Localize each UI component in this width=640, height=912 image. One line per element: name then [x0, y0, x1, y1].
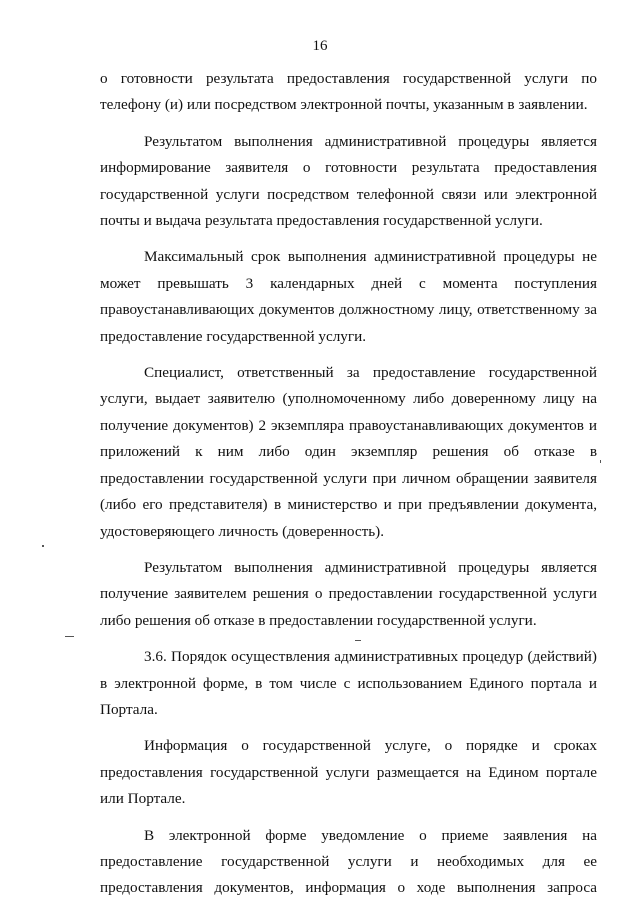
paragraph-information-placement: Информация о государственной услуге, о порядке и сроках предоставления государственной услуги размещается на Едином портале или Портале.	[100, 737, 597, 808]
document-body	[100, 66, 597, 912]
paragraph-procedure-result-informing: Результатом выполнения административной процедуры является информирование заявителя о готовности результата предоставления государственной услуги посредством телефонной связи или электронной почты и выдача результата предоставления государственной услуги.	[100, 132, 597, 230]
page-number: 16	[312, 38, 328, 54]
paragraph-specialist-issues-documents: Специалист, ответственный за предоставление государственной услуги, выдает заявителю (уполномоченному либо доверенному лицу на получение документов) 2 экземпляра правоустанавливающих документов и приложений к ним либо один экземпляр решения об отказе в предоставлении государственной услуги при личном обращении заявителя (либо его представителя) в министерство и при предъявлении документа, удостоверяющего личность (доверенность).	[100, 364, 597, 540]
paragraph-maximum-term: Максимальный срок выполнения административной процедуры не может превышать 3 календарных дней с момента поступления правоустанавливающих документов должностному лицу, ответственному за предоставление государственной услуги.	[100, 248, 597, 345]
paragraph-electronic-form-notification: В электронной форме уведомление о приеме заявления на предоставление государственной услуги и необходимых для ее предоставления документов, информация о ходе выполнения запроса	[100, 826, 597, 897]
section-heading-3-6: 3.6. Порядок осуществления административных процедур (действий) в электронной форме, в том числе с использованием Единого портала и Портала.	[100, 648, 597, 718]
paragraph-readiness-notification: о готовности результата предоставления государственной услуги по телефону (и) или посредством электронной почты, указанным в заявлении.	[100, 70, 597, 114]
paragraph-procedure-result-decision: Результатом выполнения административной процедуры является получение заявителем решения о предоставлении государственной услуги либо решения об отказе в предоставлении государственной услуги.	[100, 558, 597, 629]
